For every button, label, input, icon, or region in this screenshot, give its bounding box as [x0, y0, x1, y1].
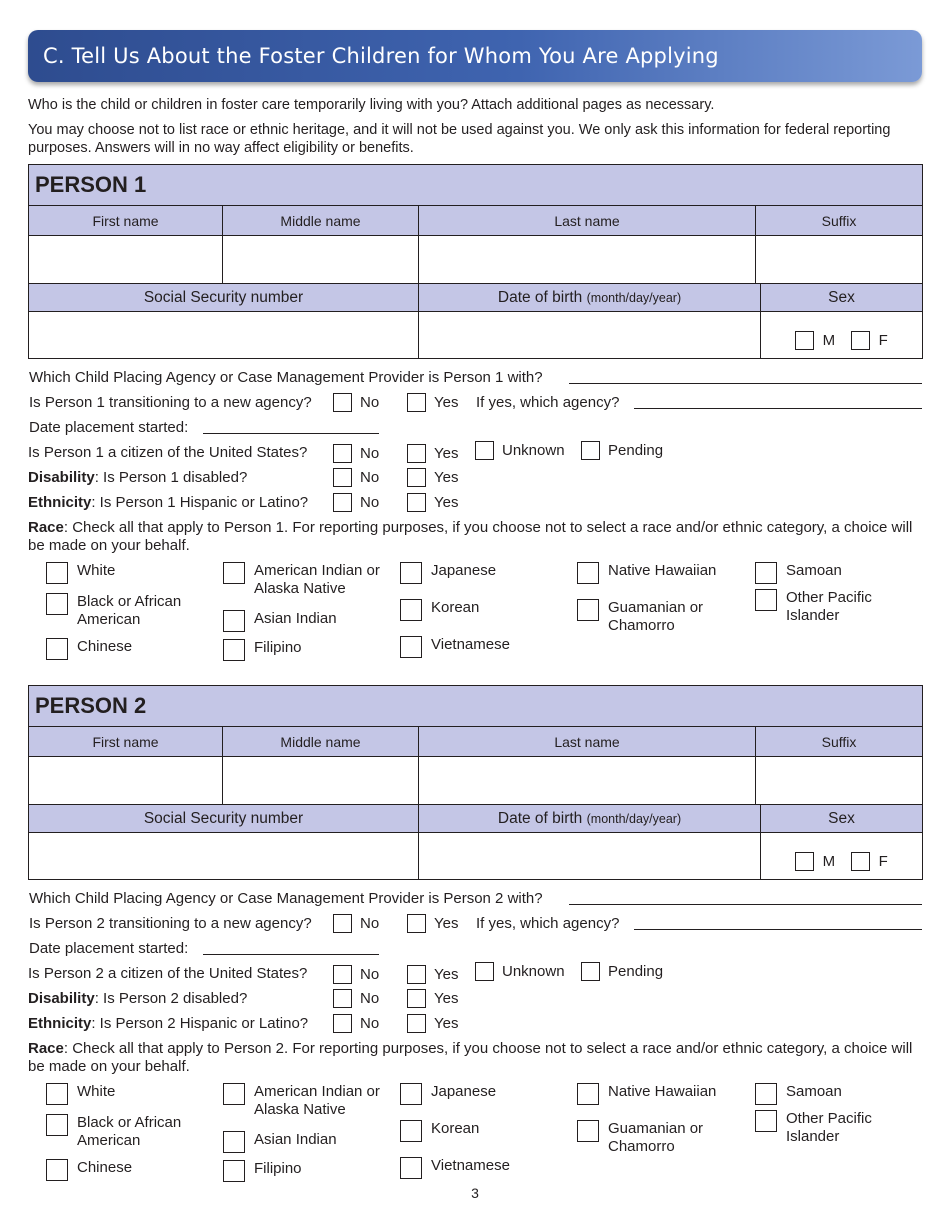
race-filipino-checkbox[interactable]: [223, 1160, 245, 1182]
suffix-field[interactable]: [756, 236, 923, 284]
intro-text-1: Who is the child or children in foster care temporarily living with you? Attach additional pages as necessary.: [28, 97, 715, 113]
race-label: Black or African American: [77, 593, 182, 628]
citizen-yes-label: Yes: [434, 966, 459, 983]
race-label: Filipino: [254, 639, 302, 656]
citizen-question: [28, 440, 922, 465]
citizen-pending-checkbox[interactable]: [581, 962, 600, 981]
race-bold: Race: [28, 1040, 64, 1057]
race-label: Korean: [431, 1120, 480, 1137]
race-label: Samoan: [786, 562, 842, 579]
disability-question: [28, 465, 922, 490]
person-1-section: [28, 164, 922, 671]
citizen-no-label: No: [360, 966, 380, 983]
race-other-pacific-checkbox[interactable]: [755, 589, 777, 611]
race-other-pacific-checkbox[interactable]: [755, 1110, 777, 1132]
race-filipino-checkbox[interactable]: [223, 639, 245, 661]
person-table: [28, 164, 923, 359]
citizen-question-text: Is Person 1 a citizen of the United States?: [28, 444, 308, 461]
last-name-label: Last name: [419, 206, 756, 236]
disability-question-text: : Is Person 1 disabled?: [94, 469, 248, 486]
transition-question: [28, 911, 922, 936]
citizen-yes-checkbox[interactable]: [407, 965, 426, 984]
sex-f-label: F: [878, 853, 888, 870]
race-option: [46, 562, 115, 584]
ethnicity-yes-checkbox[interactable]: [407, 1014, 426, 1033]
ethnicity-no-label: No: [360, 1015, 380, 1032]
ethnicity-bold: Ethnicity: [28, 1015, 92, 1032]
ssn-field[interactable]: [29, 833, 419, 880]
ethnicity-question-text: : Is Person 2 Hispanic or Latino?: [91, 1015, 309, 1032]
race-guamanian-checkbox[interactable]: [577, 599, 599, 621]
race-asian-indian-checkbox[interactable]: [223, 1131, 245, 1153]
race-question-text: : Check all that apply to Person 2. For reporting purposes, if you choose not to select a race and/or ethnic category, a choice will be made on your behalf.: [28, 1040, 913, 1075]
race-label: Filipino: [254, 1160, 302, 1177]
race-option: [46, 638, 132, 660]
dob-field[interactable]: [419, 833, 761, 880]
disability-no-label: No: [360, 990, 380, 1007]
ethnicity-yes-label: Yes: [434, 494, 459, 511]
new-agency-line[interactable]: [634, 929, 922, 930]
race-chinese-checkbox[interactable]: [46, 638, 68, 660]
race-question-text: : Check all that apply to Person 1. For reporting purposes, if you choose not to select a race and/or ethnic category, a choice will be made on your behalf.: [28, 519, 913, 554]
sex-label: Sex: [761, 805, 923, 833]
suffix-label: Suffix: [756, 727, 923, 757]
citizen-question-text: Is Person 2 a citizen of the United States?: [28, 965, 308, 982]
middle-name-field[interactable]: [223, 757, 419, 805]
race-vietnamese-checkbox[interactable]: [400, 1157, 422, 1179]
race-option: [400, 1157, 510, 1179]
citizen-no-label: No: [360, 445, 380, 462]
sex-f-label: F: [878, 332, 888, 349]
ethnicity-no-checkbox[interactable]: [333, 1014, 352, 1033]
middle-name-field[interactable]: [223, 236, 419, 284]
sex-f-checkbox[interactable]: [851, 331, 870, 350]
person-heading: PERSON 1: [29, 165, 923, 206]
race-guamanian-checkbox[interactable]: [577, 1120, 599, 1142]
sex-f-checkbox[interactable]: [851, 852, 870, 871]
race-bold: Race: [28, 519, 64, 536]
race-label: White: [77, 562, 116, 579]
transition-no-label: No: [360, 915, 380, 932]
race-label: Vietnamese: [431, 1157, 510, 1174]
race-label: Vietnamese: [431, 636, 510, 653]
placement-date-line[interactable]: [203, 954, 379, 955]
last-name-field[interactable]: [419, 757, 756, 805]
ethnicity-question: [28, 490, 922, 515]
placement-label: Date placement started:: [29, 419, 189, 436]
ethnicity-no-label: No: [360, 494, 380, 511]
race-option: [400, 636, 510, 658]
race-label: Other Pacific Islander: [786, 589, 872, 624]
race-option: [46, 1159, 132, 1181]
ethnicity-question-text: : Is Person 1 Hispanic or Latino?: [91, 494, 309, 511]
race-american-indian-checkbox[interactable]: [223, 562, 245, 584]
race-asian-indian-checkbox[interactable]: [223, 610, 245, 632]
citizen-unknown-label: Unknown: [502, 442, 565, 459]
citizen-pending-checkbox[interactable]: [581, 441, 600, 460]
disability-no-checkbox[interactable]: [333, 468, 352, 487]
placement-question: [28, 415, 922, 440]
dob-label-text: Date of birth: [497, 809, 583, 827]
race-options: [28, 561, 922, 671]
dob-label: [419, 284, 761, 312]
agency-question-text: Which Child Placing Agency or Case Management Provider is Person 2 with?: [29, 890, 543, 907]
middle-name-label: Middle name: [223, 727, 419, 757]
transition-no-checkbox[interactable]: [333, 914, 352, 933]
placement-date-line[interactable]: [203, 433, 379, 434]
race-option: [223, 1160, 302, 1182]
ssn-label: Social Security number: [29, 284, 419, 312]
if-yes-label: If yes, which agency?: [476, 915, 620, 932]
citizen-yes-label: Yes: [434, 445, 459, 462]
transition-yes-label: Yes: [434, 915, 459, 932]
disability-bold: Disability: [28, 469, 95, 486]
agency-question-text: Which Child Placing Agency or Case Management Provider is Person 1 with?: [29, 369, 543, 386]
race-label: Other Pacific Islander: [786, 1110, 872, 1145]
page-number: 3: [471, 1185, 479, 1201]
race-options: [28, 1082, 922, 1192]
race-korean-checkbox[interactable]: [400, 599, 422, 621]
disability-no-label: No: [360, 469, 380, 486]
race-label: White: [77, 1083, 116, 1100]
intro: [28, 96, 922, 157]
suffix-field[interactable]: [756, 757, 923, 805]
person-table: [28, 685, 923, 880]
transition-no-label: No: [360, 394, 380, 411]
citizen-pending-label: Pending: [608, 963, 664, 980]
race-option: [46, 1114, 216, 1150]
dob-field[interactable]: [419, 312, 761, 359]
race-white-checkbox[interactable]: [46, 1083, 68, 1105]
disability-question-text: : Is Person 2 disabled?: [94, 990, 248, 1007]
sex-m-label: M: [822, 332, 836, 349]
race-label: Korean: [431, 599, 480, 616]
race-korean-checkbox[interactable]: [400, 1120, 422, 1142]
race-japanese-checkbox[interactable]: [400, 562, 422, 584]
sex-m-checkbox[interactable]: [795, 331, 814, 350]
race-label: American Indian or Alaska Native: [254, 1083, 380, 1118]
race-label: Japanese: [431, 1083, 497, 1100]
first-name-label: First name: [29, 206, 223, 236]
race-label: Asian Indian: [254, 610, 337, 627]
race-american-indian-checkbox[interactable]: [223, 1083, 245, 1105]
citizen-unknown-checkbox[interactable]: [475, 962, 494, 981]
ethnicity-bold: Ethnicity: [28, 494, 92, 511]
race-samoan-checkbox[interactable]: [755, 562, 777, 584]
ethnicity-question: [28, 1011, 922, 1036]
race-label: Native Hawaiian: [608, 1083, 717, 1100]
sex-m-label: M: [822, 853, 836, 870]
agency-line[interactable]: [569, 904, 922, 905]
race-label: Native Hawaiian: [608, 562, 717, 579]
first-name-label: First name: [29, 727, 223, 757]
race-option: [755, 589, 895, 625]
last-name-field[interactable]: [419, 236, 756, 284]
race-option: [755, 1083, 842, 1105]
race-question: [28, 1040, 922, 1076]
sex-field: [761, 312, 923, 359]
person-2-section: [28, 685, 922, 1192]
transition-yes-checkbox[interactable]: [407, 914, 426, 933]
new-agency-line[interactable]: [634, 408, 922, 409]
race-option: [223, 1083, 393, 1119]
race-label: Guamanian or Chamorro: [608, 599, 704, 634]
placement-label: Date placement started:: [29, 940, 189, 957]
race-option: [223, 639, 302, 661]
agency-question: [28, 365, 922, 390]
disability-yes-label: Yes: [434, 990, 459, 1007]
agency-question: [28, 886, 922, 911]
race-option: [400, 562, 496, 584]
race-label: Japanese: [431, 562, 497, 579]
section-title: C. Tell Us About the Foster Children for Whom You Are Applying: [28, 30, 922, 82]
race-option: [577, 1120, 727, 1156]
race-japanese-checkbox[interactable]: [400, 1083, 422, 1105]
race-white-checkbox[interactable]: [46, 562, 68, 584]
ethnicity-yes-checkbox[interactable]: [407, 493, 426, 512]
race-label: Chinese: [77, 1159, 133, 1176]
last-name-label: Last name: [419, 727, 756, 757]
citizen-question: [28, 961, 922, 986]
transition-question-text: Is Person 2 transitioning to a new agency?: [29, 915, 312, 932]
race-black-checkbox[interactable]: [46, 1114, 68, 1136]
disability-no-checkbox[interactable]: [333, 989, 352, 1008]
disability-yes-checkbox[interactable]: [407, 989, 426, 1008]
person-heading: PERSON 2: [29, 686, 923, 727]
race-question: [28, 519, 922, 555]
race-label: Asian Indian: [254, 1131, 337, 1148]
citizen-pending-label: Pending: [608, 442, 664, 459]
race-option: [400, 599, 479, 621]
race-label: Chinese: [77, 638, 133, 655]
disability-yes-checkbox[interactable]: [407, 468, 426, 487]
middle-name-label: Middle name: [223, 206, 419, 236]
disability-question: [28, 986, 922, 1011]
ethnicity-yes-label: Yes: [434, 1015, 459, 1032]
citizen-yes-checkbox[interactable]: [407, 444, 426, 463]
sex-m-checkbox[interactable]: [795, 852, 814, 871]
race-vietnamese-checkbox[interactable]: [400, 636, 422, 658]
race-label: Guamanian or Chamorro: [608, 1120, 704, 1155]
suffix-label: Suffix: [756, 206, 923, 236]
transition-no-checkbox[interactable]: [333, 393, 352, 412]
race-label: American Indian or Alaska Native: [254, 562, 380, 597]
race-option: [577, 1083, 716, 1105]
race-native-hawaiian-checkbox[interactable]: [577, 1083, 599, 1105]
dob-hint: (month/day/year): [586, 811, 682, 826]
transition-yes-checkbox[interactable]: [407, 393, 426, 412]
race-option: [223, 610, 337, 632]
transition-yes-label: Yes: [434, 394, 459, 411]
race-option: [755, 562, 842, 584]
race-option: [577, 562, 716, 584]
first-name-field[interactable]: [29, 236, 223, 284]
race-label: Samoan: [786, 1083, 842, 1100]
dob-hint: (month/day/year): [586, 290, 682, 305]
sex-label: Sex: [761, 284, 923, 312]
disability-yes-label: Yes: [434, 469, 459, 486]
disability-bold: Disability: [28, 990, 95, 1007]
agency-line[interactable]: [569, 383, 922, 384]
race-samoan-checkbox[interactable]: [755, 1083, 777, 1105]
race-option: [46, 593, 216, 629]
ssn-field[interactable]: [29, 312, 419, 359]
citizen-unknown-checkbox[interactable]: [475, 441, 494, 460]
citizen-no-checkbox[interactable]: [333, 965, 352, 984]
race-native-hawaiian-checkbox[interactable]: [577, 562, 599, 584]
race-option: [223, 1131, 337, 1153]
race-label: Black or African American: [77, 1114, 182, 1149]
race-option: [400, 1083, 496, 1105]
transition-question: [28, 390, 922, 415]
race-option: [755, 1110, 895, 1146]
placement-question: [28, 936, 922, 961]
race-chinese-checkbox[interactable]: [46, 1159, 68, 1181]
sex-field: [761, 833, 923, 880]
race-option: [577, 599, 727, 635]
citizen-no-checkbox[interactable]: [333, 444, 352, 463]
ethnicity-no-checkbox[interactable]: [333, 493, 352, 512]
transition-question-text: Is Person 1 transitioning to a new agency?: [29, 394, 312, 411]
dob-label: [419, 805, 761, 833]
race-black-checkbox[interactable]: [46, 593, 68, 615]
citizen-unknown-label: Unknown: [502, 963, 565, 980]
race-option: [223, 562, 393, 598]
race-option: [46, 1083, 115, 1105]
dob-label-text: Date of birth: [497, 288, 583, 306]
ssn-label: Social Security number: [29, 805, 419, 833]
first-name-field[interactable]: [29, 757, 223, 805]
if-yes-label: If yes, which agency?: [476, 394, 620, 411]
race-option: [400, 1120, 479, 1142]
intro-text-2: You may choose not to list race or ethnic heritage, and it will not be used against you. We only ask this information for federal reporting purposes. Answers will in no way affect eligibility or benefits.: [28, 122, 891, 156]
